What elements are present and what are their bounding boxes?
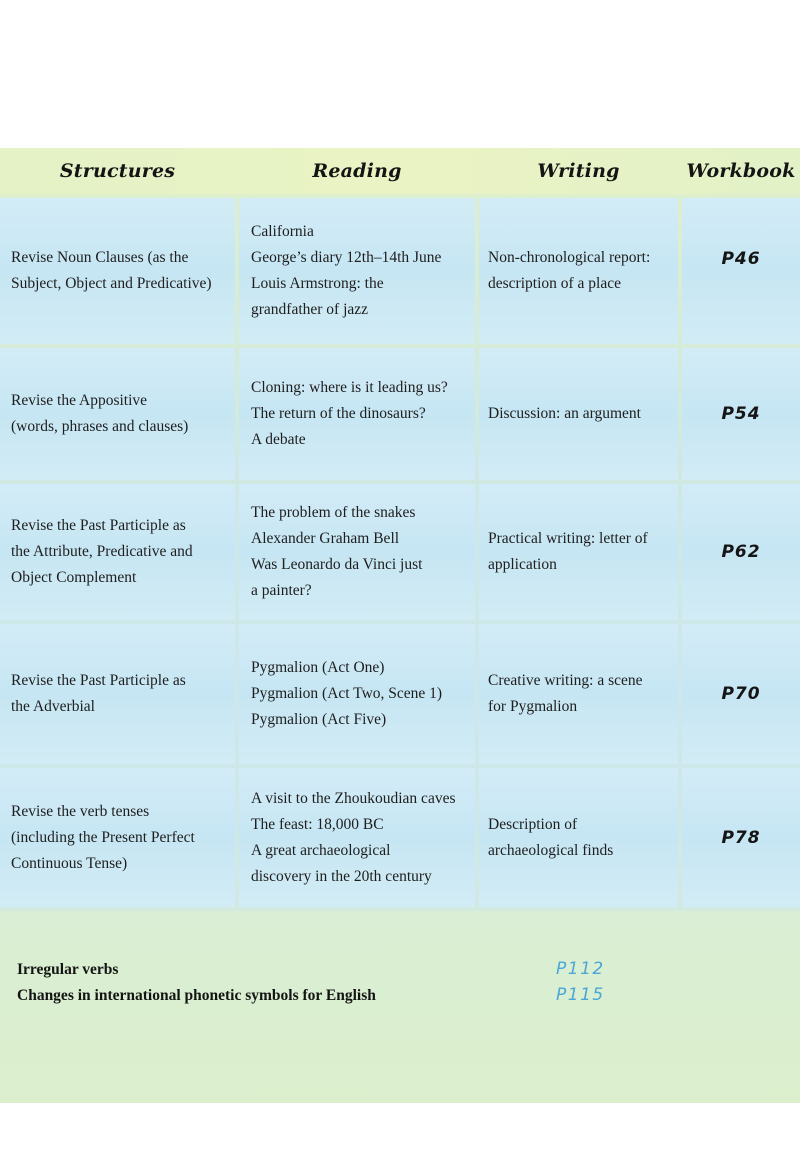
- structures-cell: [0, 198, 235, 344]
- cell-line: California: [251, 223, 314, 240]
- header-structures: Structures: [59, 160, 176, 182]
- cell-line: Discussion: an argument: [488, 405, 641, 422]
- irregular-verbs-label: Irregular verbs: [17, 961, 119, 978]
- writing-cell: [479, 624, 678, 764]
- cell-line: grandfather of jazz: [251, 301, 369, 318]
- header-reading: Reading: [312, 160, 402, 182]
- writing-cell: [479, 768, 678, 907]
- header-workbook: Workbook: [686, 160, 796, 182]
- table-row: [0, 768, 800, 907]
- cell-line: the Attribute, Predicative and: [11, 543, 193, 560]
- table-header: [0, 148, 800, 194]
- irregular-verbs-page: P112: [556, 959, 605, 979]
- structures-cell: [0, 768, 235, 907]
- table-row: [0, 348, 800, 480]
- cell-line: description of a place: [488, 275, 621, 292]
- cell-line: Louis Armstrong: the: [251, 275, 384, 292]
- structures-cell: [0, 348, 235, 480]
- writing-cell: [479, 348, 678, 480]
- phonetic-symbols-page: P115: [556, 985, 605, 1005]
- workbook-page: P70: [721, 684, 761, 704]
- cell-line: Revise the verb tenses: [11, 802, 150, 820]
- cell-line: Cloning: where is it leading us?: [251, 379, 448, 396]
- table-row: [0, 624, 800, 764]
- cell-line: George’s diary 12th–14th June: [251, 249, 442, 266]
- cell-line: Revise the Past Participle as: [11, 672, 186, 689]
- cell-line: Description of: [488, 815, 578, 833]
- cell-line: A debate: [251, 431, 306, 448]
- table-row: [0, 198, 800, 344]
- workbook-page: P62: [721, 542, 761, 562]
- cell-line: Revise Noun Clauses (as the: [11, 249, 189, 266]
- cell-line: The return of the dinosaurs?: [251, 405, 426, 422]
- cell-line: Pygmalion (Act Two, Scene 1): [251, 685, 443, 702]
- cell-line: Non-chronological report:: [488, 249, 651, 266]
- cell-line: Pygmalion (Act One): [251, 659, 385, 676]
- table-row: [0, 484, 800, 620]
- reading-cell: [239, 768, 475, 907]
- workbook-cell: [682, 348, 800, 480]
- appendix-section: [0, 911, 800, 1103]
- writing-cell: [479, 484, 678, 620]
- workbook-cell: [682, 624, 800, 764]
- workbook-cell: [682, 198, 800, 344]
- cell-line: Creative writing: a scene: [488, 672, 643, 689]
- cell-line: The problem of the snakes: [251, 504, 416, 521]
- cell-line: the Adverbial: [11, 698, 95, 715]
- writing-cell: [479, 198, 678, 344]
- cell-line: Alexander Graham Bell: [251, 530, 400, 547]
- reading-cell: [239, 624, 475, 764]
- cell-line: a painter?: [251, 582, 312, 599]
- reading-cell: [239, 348, 475, 480]
- cell-line: Was Leonardo da Vinci just: [251, 556, 423, 573]
- structures-cell: [0, 624, 235, 764]
- cell-line: for Pygmalion: [488, 698, 578, 715]
- workbook-cell: [682, 484, 800, 620]
- cell-line: Subject, Object and Predicative): [11, 275, 212, 292]
- cell-line: The feast: 18,000 BC: [251, 815, 384, 833]
- cell-line: A visit to the Zhoukoudian caves: [251, 789, 456, 807]
- cell-line: discovery in the 20th century: [251, 867, 432, 885]
- contents-table: [0, 148, 800, 1103]
- cell-line: A great archaeological: [251, 841, 391, 859]
- workbook-cell: [682, 768, 800, 907]
- workbook-page: P54: [721, 404, 761, 424]
- reading-cell: [239, 198, 475, 344]
- cell-line: (including the Present Perfect: [11, 828, 195, 846]
- reading-cell: [239, 484, 475, 620]
- cell-line: Revise the Appositive: [11, 392, 148, 409]
- cell-line: application: [488, 556, 557, 573]
- cell-line: Continuous Tense): [11, 854, 128, 872]
- cell-line: Pygmalion (Act Five): [251, 711, 387, 728]
- cell-line: archaeological finds: [488, 841, 614, 859]
- workbook-page: P46: [721, 249, 761, 269]
- structures-cell: [0, 484, 235, 620]
- header-writing: Writing: [537, 160, 620, 182]
- cell-line: Practical writing: letter of: [488, 530, 648, 547]
- phonetic-symbols-label: Changes in international phonetic symbols for English: [17, 987, 376, 1004]
- workbook-page: P78: [721, 827, 761, 848]
- cell-line: Revise the Past Participle as: [11, 517, 186, 534]
- cell-line: (words, phrases and clauses): [11, 418, 189, 435]
- cell-line: Object Complement: [11, 569, 137, 586]
